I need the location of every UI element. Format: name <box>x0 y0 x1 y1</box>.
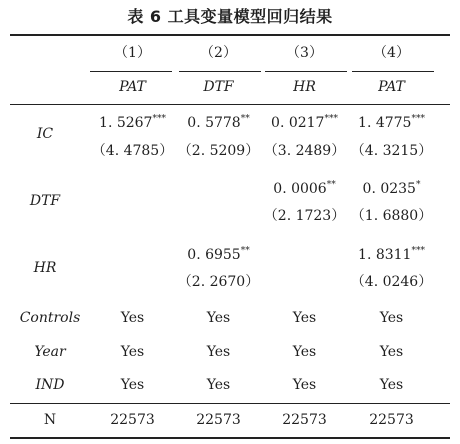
year-val-4: Yes <box>379 344 404 360</box>
year-val-1: Yes <box>120 344 145 360</box>
ind-val-1: Yes <box>120 377 145 393</box>
col-num-1: （1） <box>114 45 151 61</box>
row-label-ind: IND <box>35 377 65 393</box>
row-label-hr: HR <box>33 260 57 276</box>
dtf-coef-3: 0. 0006** <box>273 180 336 197</box>
row-label-controls: Controls <box>19 310 81 326</box>
n-val-4: 22573 <box>369 412 414 428</box>
dtf-t-4: （1. 6880） <box>350 208 433 224</box>
col-num-4: （4） <box>373 45 410 61</box>
col-dep-1: PAT <box>119 79 146 95</box>
table-title: 表 6 工具变量模型回归结果 <box>127 7 333 26</box>
col-group-rule-2 <box>179 71 261 72</box>
col-dep-2: DTF <box>203 79 234 95</box>
col-dep-3: HR <box>293 79 316 95</box>
n-val-1: 22573 <box>110 412 155 428</box>
col-num-3: （3） <box>286 45 323 61</box>
ic-coef-2: 0. 5778** <box>187 114 250 131</box>
ic-t-4: （4. 3215） <box>350 143 433 159</box>
col-group-rule-1 <box>90 71 172 72</box>
row-label-n: N <box>43 412 57 428</box>
n-val-2: 22573 <box>196 412 241 428</box>
ic-coef-4: 1. 4775*** <box>358 114 425 131</box>
bottom-rule <box>10 437 450 439</box>
ic-t-2: （2. 5209） <box>177 143 260 159</box>
ic-t-3: （3. 2489） <box>263 143 346 159</box>
col-group-rule-3 <box>265 71 347 72</box>
year-val-3: Yes <box>292 344 317 360</box>
ind-val-2: Yes <box>206 377 231 393</box>
col-group-rule-4 <box>352 71 434 72</box>
row-label-ic: IC <box>36 126 54 142</box>
hr-t-2: （2. 2670） <box>177 274 260 290</box>
hr-coef-4: 1. 8311*** <box>358 246 425 263</box>
dtf-coef-4: 0. 0235* <box>362 180 421 197</box>
ic-coef-1: 1. 5267*** <box>99 114 166 131</box>
n-val-3: 22573 <box>282 412 327 428</box>
hr-t-4: （4. 0246） <box>350 274 433 290</box>
controls-val-3: Yes <box>292 310 317 326</box>
n-rule <box>10 403 450 404</box>
controls-val-2: Yes <box>206 310 231 326</box>
ic-coef-3: 0. 0217*** <box>271 114 338 131</box>
ic-t-1: （4. 4785） <box>91 143 174 159</box>
controls-val-4: Yes <box>379 310 404 326</box>
header-rule <box>10 104 450 105</box>
dtf-t-3: （2. 1723） <box>263 208 346 224</box>
top-rule <box>10 34 450 36</box>
row-label-dtf: DTF <box>29 193 61 209</box>
ind-val-3: Yes <box>292 377 317 393</box>
hr-coef-2: 0. 6955** <box>187 246 250 263</box>
row-label-year: Year <box>34 344 66 360</box>
controls-val-1: Yes <box>120 310 145 326</box>
col-dep-4: PAT <box>378 79 405 95</box>
ind-val-4: Yes <box>379 377 404 393</box>
col-num-2: （2） <box>200 45 237 61</box>
year-val-2: Yes <box>206 344 231 360</box>
